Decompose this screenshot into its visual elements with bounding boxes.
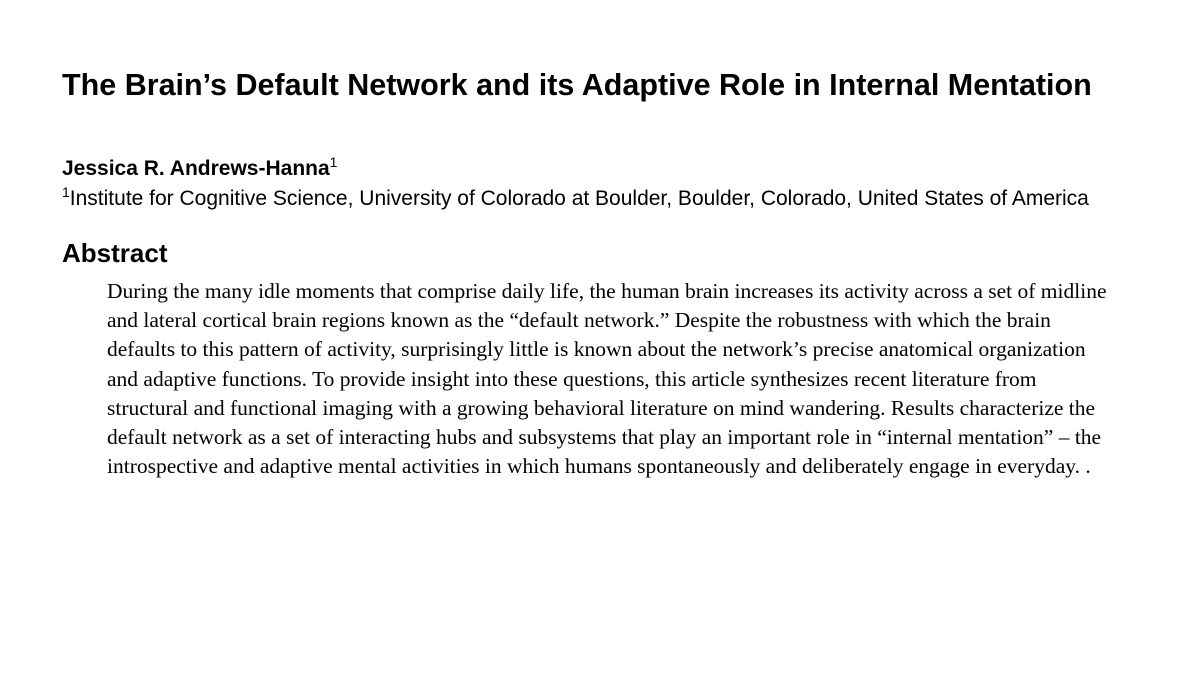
author-affiliation — [62, 184, 1122, 213]
affiliation-text: Institute for Cognitive Science, University of Colorado at Boulder, Boulder, Colorado, United States of America — [69, 187, 1089, 210]
author-affiliation-mark: 1 — [329, 154, 338, 170]
abstract-heading: Abstract — [62, 238, 168, 268]
affiliation-mark: 1 — [62, 184, 70, 200]
abstract-body: During the many idle moments that comprise daily life, the human brain increases its activity across a set of midline and lateral cortical brain regions known as the “default network.” Despite the robustness with which the brain defaults to this pattern of activity, surprisingly little is known about the network’s precise anatomical organization and adaptive functions. To provide insight into these questions, this article synthesizes recent literature from structural and functional imaging with a growing behavioral literature on mind wandering. Results characterize the default network as a set of interacting hubs and subsystems that play an important role in “internal mentation” – the introspective and adaptive mental activities in which humans spontaneously and deliberately engage in everyday. . — [107, 279, 1107, 479]
author-name: Jessica R. Andrews-Hanna — [62, 157, 330, 180]
paper-title: The Brain’s Default Network and its Adaptive Role in Internal Mentation — [62, 68, 1092, 102]
author-line — [62, 154, 1120, 184]
